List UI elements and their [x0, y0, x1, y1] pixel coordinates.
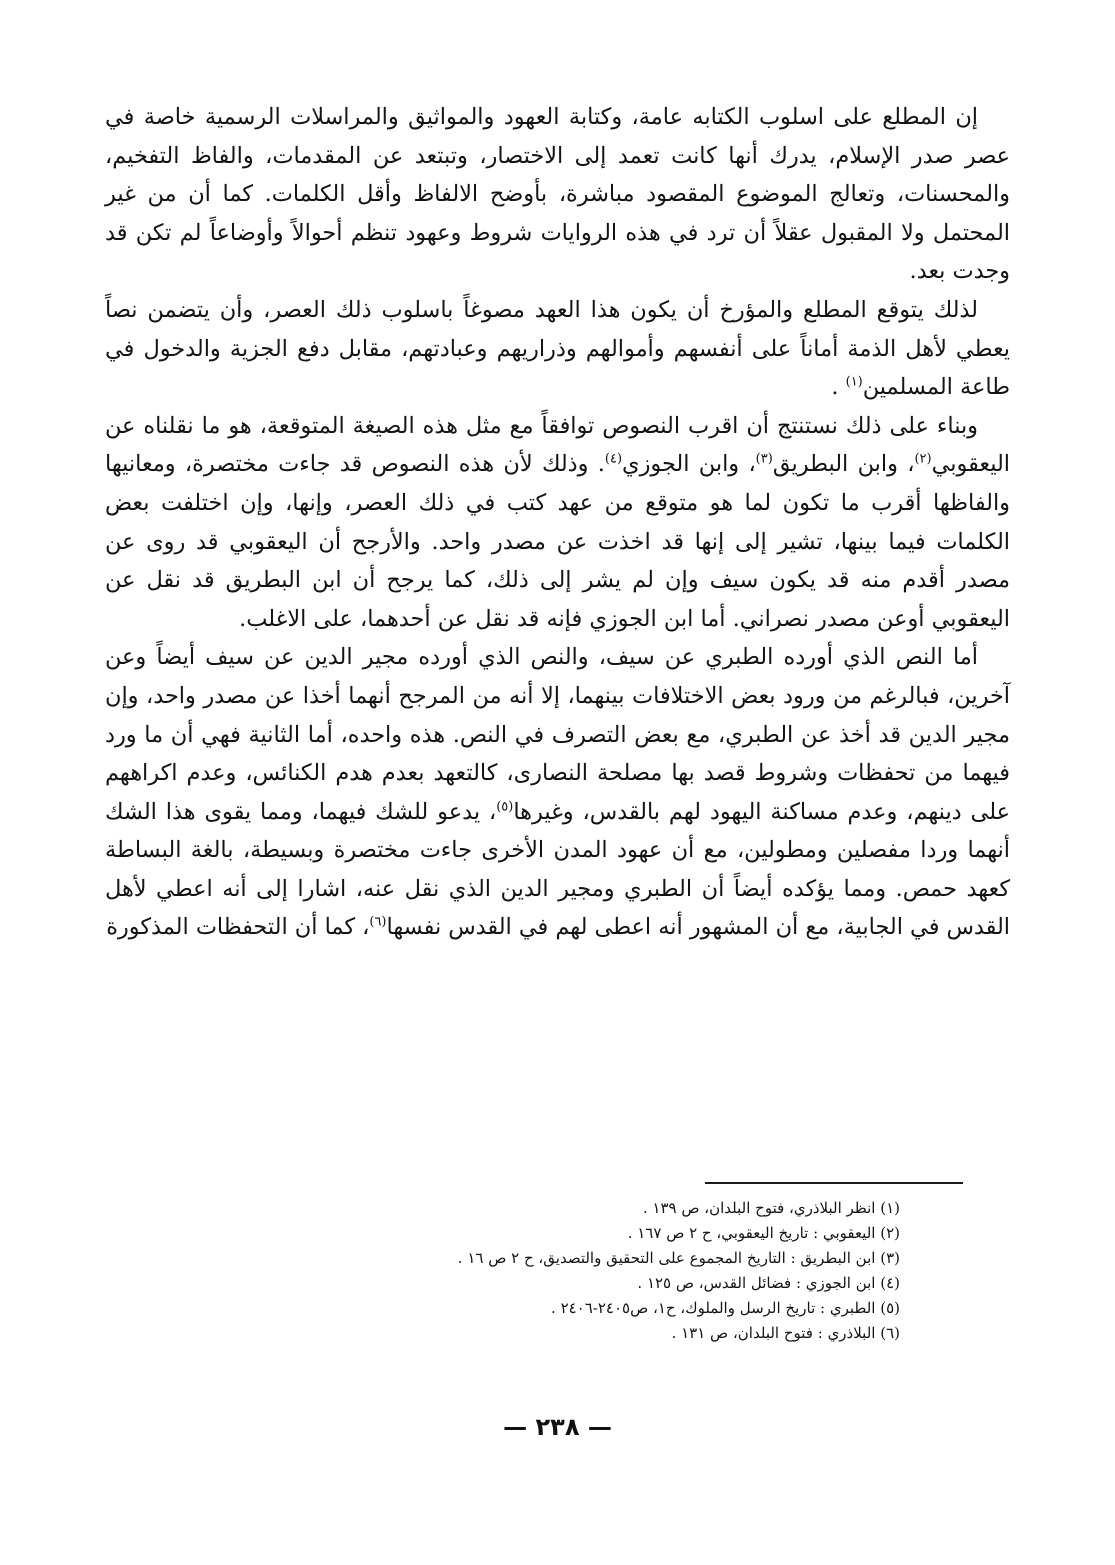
- footnote: (٣) ابن البطريق : التاريخ المجموع على التحقيق والتصديق، ح ٢ ص ١٦ .: [457, 1249, 900, 1267]
- main-text: [105, 98, 1010, 947]
- paragraph: [105, 291, 1010, 407]
- footnote-reference: (٢): [914, 451, 932, 467]
- footnote-reference: (٣): [755, 451, 773, 467]
- footnote-reference: (٥): [496, 799, 514, 815]
- footnote-reference: (١): [845, 374, 863, 390]
- text-run: ، يدعو للشك فيهما، ومما يقوى هذا الشك أنهما وردا مفصلين ومطولين، مع أن عهود المدن الأخرى جاءت مختصرة وبسيطة، بالغة البساطة كعهد حمص. ومما يؤكده أيضاً أن الطبري ومجير الدين الذي نقل عنه، اشارا إلى أنه اعطي لأهل القدس في الجابية، مع أن المشهور أنه اعطى لهم في القدس نفسها: [105, 798, 1010, 941]
- paragraph: [105, 98, 1010, 291]
- text-run: ، كما أن التحفظات المذكورة: [106, 914, 370, 941]
- paragraph: [105, 407, 1010, 639]
- text-run: ، وابن البطريق: [772, 451, 915, 478]
- text-run: أما النص الذي أورده الطبري عن سيف، والنص الذي أورده مجير الدين عن سيف أيضاً وعن آخرين، فبالرغم من ورود بعض الاختلافات بينهما، إلا أنه من المرجح أنهما أخذا عن مصدر واحد، وإن مجير الدين قد أخذ عن الطبري، مع بعض التصرف في النص. هذه واحده، أما الثانية فهي أن ما ورد فيهما من تحفظات وشروط قصد بها مصلحة النصارى، كالتعهد بعدم هدم الكنائس، وعدم اكراههم على دينهم، وعدم مساكنة اليهود لهم بالقدس، وغيرها: [105, 644, 1010, 825]
- footnotes-list: [300, 1196, 900, 1346]
- footnote: (٦) البلاذري : فتوح البلدان، ص ١٣١ .: [671, 1324, 900, 1342]
- footnote-reference: (٦): [369, 915, 387, 930]
- footnote: (٤) ابن الجوزي : فضائل القدس، ص ١٢٥ .: [637, 1274, 900, 1292]
- text-run: إن المطلع على اسلوب الكتابه عامة، وكتابة العهود والمواثيق والمراسلات الرسمية خاصة في عصر صدر الإسلام، يدرك أنها كانت تعمد إلى الاختصار، وتبتعد عن المقدمات، والفاظ التفخيم، والمحسنات، وتعالج الموضوع المقصود مباشرة، بأوضح الالفاظ وأقل الكلمات. كما أن من غير المحتمل ولا المقبول عقلاً أن ترد في هذه الروايات شروط وعهود تنظم أحوالاً وأوضاعاً لم تكن قد وجدت بعد.: [105, 104, 1010, 285]
- text-run: .: [831, 374, 846, 401]
- text-run: . وذلك لأن هذه النصوص قد جاءت مختصرة، ومعانيها والفاظها أقرب ما تكون لما هو متوقع من عهد كتب في ذلك العصر، وإنها، وإن اختلفت بعض الكلمات فيما بينها، تشير إلى إنها قد اخذت عن مصدر واحد. والأرجح أن اليعقوبي قد روى عن مصدر أقدم منه قد يكون سيف وإن لم يشر إلى ذلك، كما يرجح أن ابن البطريق قد نقل عن اليعقوبي أوعن مصدر نصراني. أما ابن الجوزي فإنه قد نقل عن أحدهما، على الاغلب.: [105, 451, 1010, 632]
- paragraph: [105, 638, 1010, 947]
- footnote: (١) انظر البلاذري، فتوح البلدان، ص ١٣٩ .: [642, 1199, 900, 1217]
- footnote-separator: [705, 1182, 963, 1184]
- footnote: (٥) الطبري : تاريخ الرسل والملوك، ح١، ص٢٤٠٥-٢٤٠٦ .: [551, 1299, 900, 1317]
- page-number: — ٢٣٨ —: [503, 1413, 612, 1441]
- text-run: ، وابن الجوزي: [622, 451, 756, 478]
- text-run: لذلك يتوقع المطلع والمؤرخ أن يكون هذا العهد مصوغاً باسلوب ذلك العصر، وأن يتضمن نصاً يعطي لأهل الذمة أماناً على أنفسهم وأموالهم وذراريهم وعبادتهم، مقابل دفع الجزية والدخول في طاعة المسلمين: [105, 296, 1010, 401]
- footnote-reference: (٤): [604, 451, 623, 467]
- footnote: (٢) اليعقوبي : تاريخ اليعقوبي، ح ٢ ص ١٦٧ .: [627, 1224, 900, 1242]
- text-run: وبناء على ذلك نستنتج أن اقرب النصوص توافقاً مع مثل هذه الصيغة المتوقعة، هو ما نقلناه عن اليعقوبي: [105, 412, 1010, 478]
